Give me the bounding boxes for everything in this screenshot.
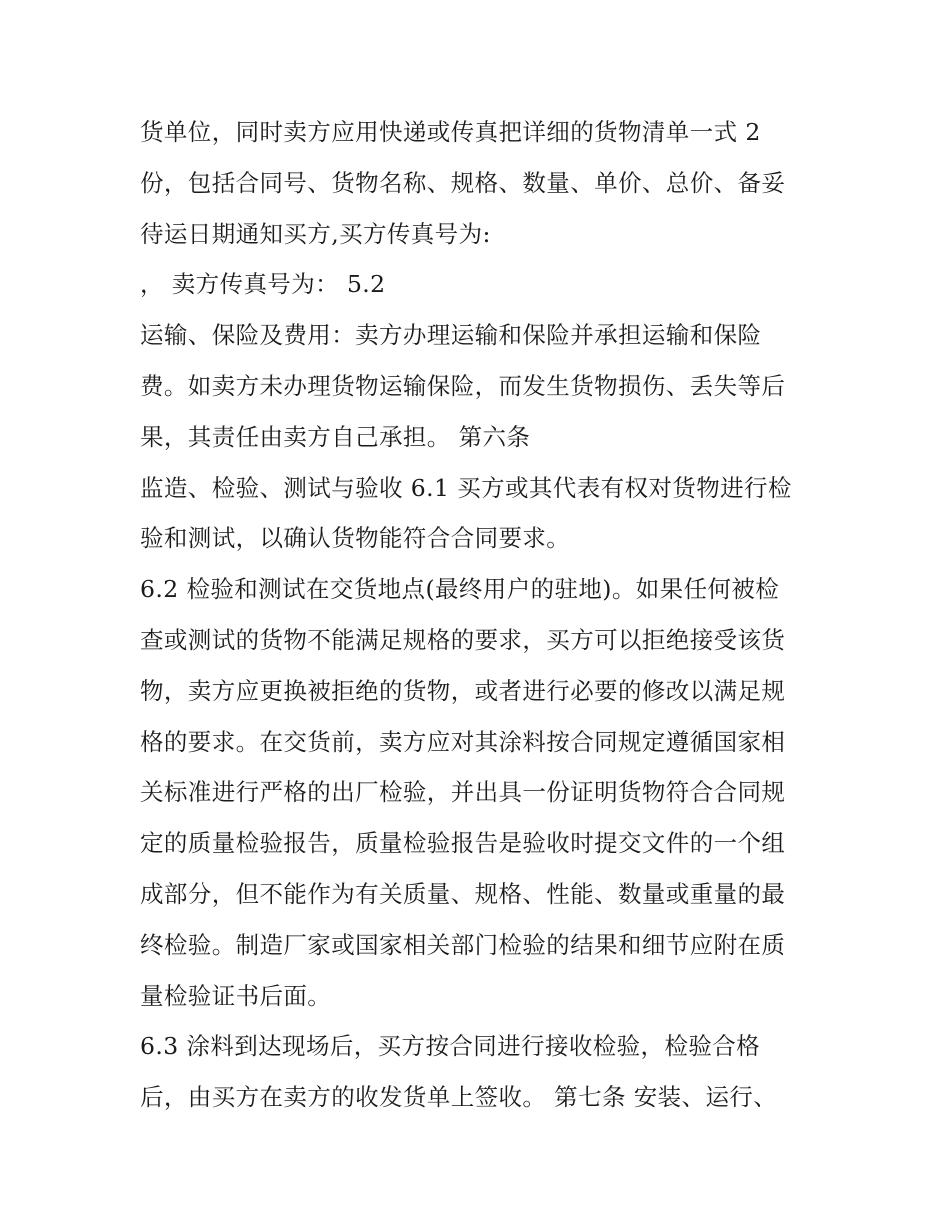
text-line: 监造、检验、测试与验收 6.1 买方或其代表有权对货物进行检 (140, 473, 792, 502)
text-line: 待运日期通知买方,买方传真号为: (140, 219, 491, 248)
text-line: 验和测试，以确认货物能符合合同要求。 (140, 524, 571, 553)
text-line: ， 卖方传真号为： 5.2 (140, 270, 386, 299)
text-line: 成部分，但不能作为有关质量、规格、性能、数量或重量的最 (140, 879, 786, 908)
text-line: 6.3 涂料到达现场后，买方按合同进行接收检验，检验合格 (140, 1032, 761, 1061)
document-body (140, 107, 820, 1123)
text-line: 货单位，同时卖方应用快递或传真把详细的货物清单一式 2 (140, 118, 761, 146)
text-line: 运输、保险及费用：卖方办理运输和保险并承担运输和保险 (140, 321, 762, 350)
text-line: 定的质量检验报告，质量检验报告是验收时提交文件的一个组 (140, 829, 786, 858)
text-line: 格的要求。在交货前，卖方应对其涂料按合同规定遵循国家相 (140, 727, 786, 756)
text-line: 后，由买方在卖方的收发货单上签收。 第七条 安装、运行、 (140, 1083, 778, 1112)
text-line: 关标准进行严格的出厂检验，并出具一份证明货物符合合同规 (140, 778, 786, 807)
text-line: 6.2 检验和测试在交货地点(最终用户的驻地)。如果任何被检 (140, 575, 780, 604)
text-line: 份，包括合同号、货物名称、规格、数量、单价、总价、备妥 (140, 168, 786, 197)
text-line: 查或测试的货物不能满足规格的要求，买方可以拒绝接受该货 (140, 625, 786, 654)
text-line: 费。如卖方未办理货物运输保险，而发生货物损伤、丢失等后 (140, 371, 786, 400)
text-line: 量检验证书后面。 (140, 981, 332, 1010)
text-line: 果，其责任由卖方自己承担。 第六条 (140, 422, 531, 451)
text-line: 终检验。制造厂家或国家相关部门检验的结果和细节应附在质 (140, 930, 786, 959)
text-line: 物，卖方应更换被拒绝的货物，或者进行必要的修改以满足规 (140, 676, 786, 705)
